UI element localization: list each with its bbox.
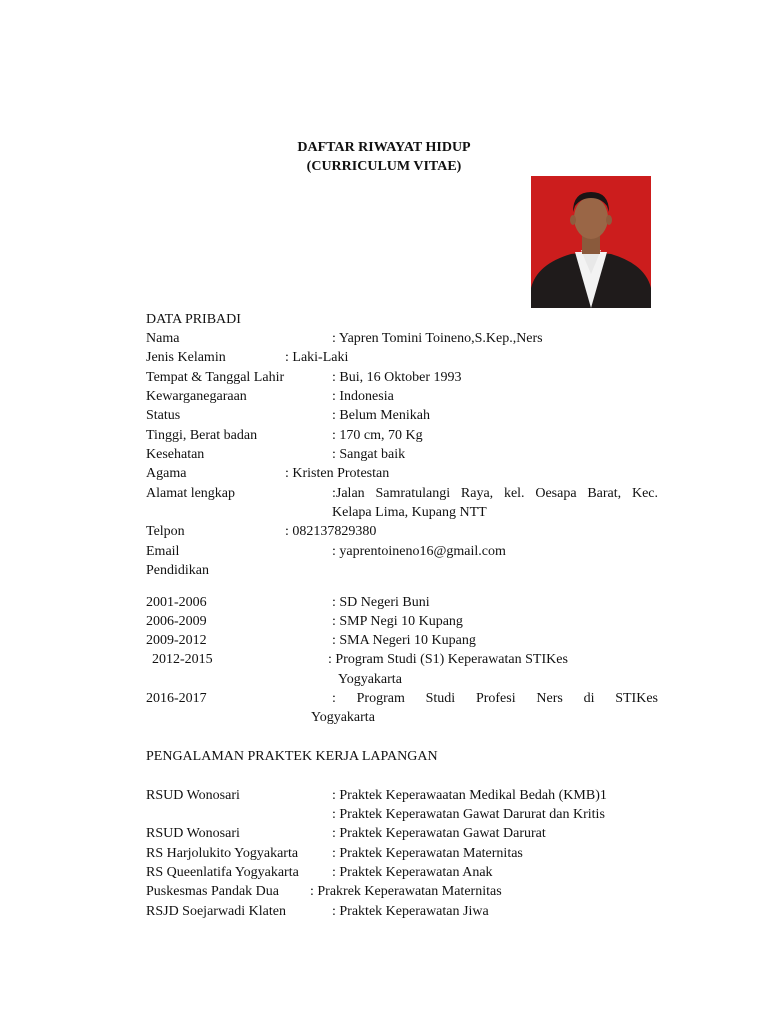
personal-label-birth: Tempat & Tanggal Lahir bbox=[146, 370, 285, 385]
address-line-2: Kelapa Lima, Kupang NTT bbox=[332, 505, 487, 520]
personal-label-phone: Telpon bbox=[146, 524, 185, 539]
experience-activity: : Praktek Keperawatan Jiwa bbox=[332, 904, 489, 919]
education-school: : SMP Negi 10 Kupang bbox=[332, 614, 463, 629]
personal-value-name: : Yapren Tomini Toineno,S.Kep.,Ners bbox=[332, 331, 543, 346]
personal-label-height-weight: Tinggi, Berat badan bbox=[146, 428, 258, 443]
section-heading-personal: DATA PRIBADI bbox=[146, 312, 241, 327]
personal-value-birth: : Bui, 16 Oktober 1993 bbox=[332, 370, 462, 385]
personal-value-phone: : 082137829380 bbox=[285, 524, 377, 539]
personal-label-health: Kesehatan bbox=[146, 447, 205, 462]
personal-value-nationality: : Indonesia bbox=[332, 389, 394, 404]
education-years: 2006-2009 bbox=[146, 614, 207, 629]
education-school: : Program Studi (S1) Keperawatan STIKes bbox=[328, 652, 568, 667]
experience-place: RSJD Soejarwadi Klaten bbox=[146, 904, 286, 919]
education-years: 2001-2006 bbox=[146, 595, 207, 610]
person-portrait-icon bbox=[531, 176, 651, 308]
education-school-text: : Program Studi Profesi Ners di STIKes bbox=[332, 691, 658, 706]
section-heading-experience: PENGALAMAN PRAKTEK KERJA LAPANGAN bbox=[146, 749, 438, 764]
experience-place: RS Queenlatifa Yogyakarta bbox=[146, 865, 299, 880]
education-years: 2009-2012 bbox=[146, 633, 207, 648]
education-school bbox=[332, 689, 658, 708]
personal-value-health: : Sangat baik bbox=[332, 447, 406, 462]
personal-value-address bbox=[332, 484, 658, 503]
education-school: : SD Negeri Buni bbox=[332, 595, 430, 610]
personal-label-status: Status bbox=[146, 408, 181, 423]
experience-place: RSUD Wonosari bbox=[146, 826, 240, 841]
education-years: 2012-2015 bbox=[152, 652, 213, 667]
education-school-continued: Yogyakarta bbox=[311, 710, 375, 725]
personal-label-gender: Jenis Kelamin bbox=[146, 350, 226, 365]
experience-activity: : Praktek Keperawaatan Medikal Bedah (KMB)1 bbox=[332, 788, 607, 803]
personal-value-status: : Belum Menikah bbox=[332, 408, 430, 423]
personal-label-name: Nama bbox=[146, 331, 180, 346]
experience-activity: : Praktek Keperawatan Maternitas bbox=[332, 846, 523, 861]
personal-label-email: Email bbox=[146, 544, 180, 559]
education-school-continued: Yogyakarta bbox=[338, 672, 402, 687]
document-title: DAFTAR RIWAYAT HIDUP bbox=[297, 140, 471, 155]
address-line-1: :Jalan Samratulangi Raya, kel. Oesapa Barat, Kec. bbox=[332, 486, 658, 501]
personal-value-email: : yaprentoineno16@gmail.com bbox=[332, 544, 506, 559]
section-heading-education: Pendidikan bbox=[146, 563, 209, 578]
personal-value-gender: : Laki-Laki bbox=[285, 350, 349, 365]
personal-label-religion: Agama bbox=[146, 466, 187, 481]
personal-value-religion: : Kristen Protestan bbox=[285, 466, 390, 481]
personal-label-nationality: Kewarganegaraan bbox=[146, 389, 247, 404]
experience-activity: : Praktek Keperawatan Gawat Darurat dan Kritis bbox=[332, 807, 605, 822]
education-years: 2016-2017 bbox=[146, 691, 207, 706]
personal-value-height-weight: : 170 cm, 70 Kg bbox=[332, 428, 423, 443]
experience-activity: : Praktek Keperawatan Anak bbox=[332, 865, 493, 880]
experience-place: Puskesmas Pandak Dua bbox=[146, 884, 279, 899]
personal-label-address: Alamat lengkap bbox=[146, 486, 236, 501]
education-school: : SMA Negeri 10 Kupang bbox=[332, 633, 476, 648]
experience-activity: : Prakrek Keperawatan Maternitas bbox=[310, 884, 502, 899]
experience-place: RS Harjolukito Yogyakarta bbox=[146, 846, 299, 861]
profile-photo bbox=[531, 176, 651, 308]
experience-activity: : Praktek Keperawatan Gawat Darurat bbox=[332, 826, 546, 841]
document-subtitle: (CURRICULUM VITAE) bbox=[306, 159, 462, 174]
experience-place: RSUD Wonosari bbox=[146, 788, 240, 803]
